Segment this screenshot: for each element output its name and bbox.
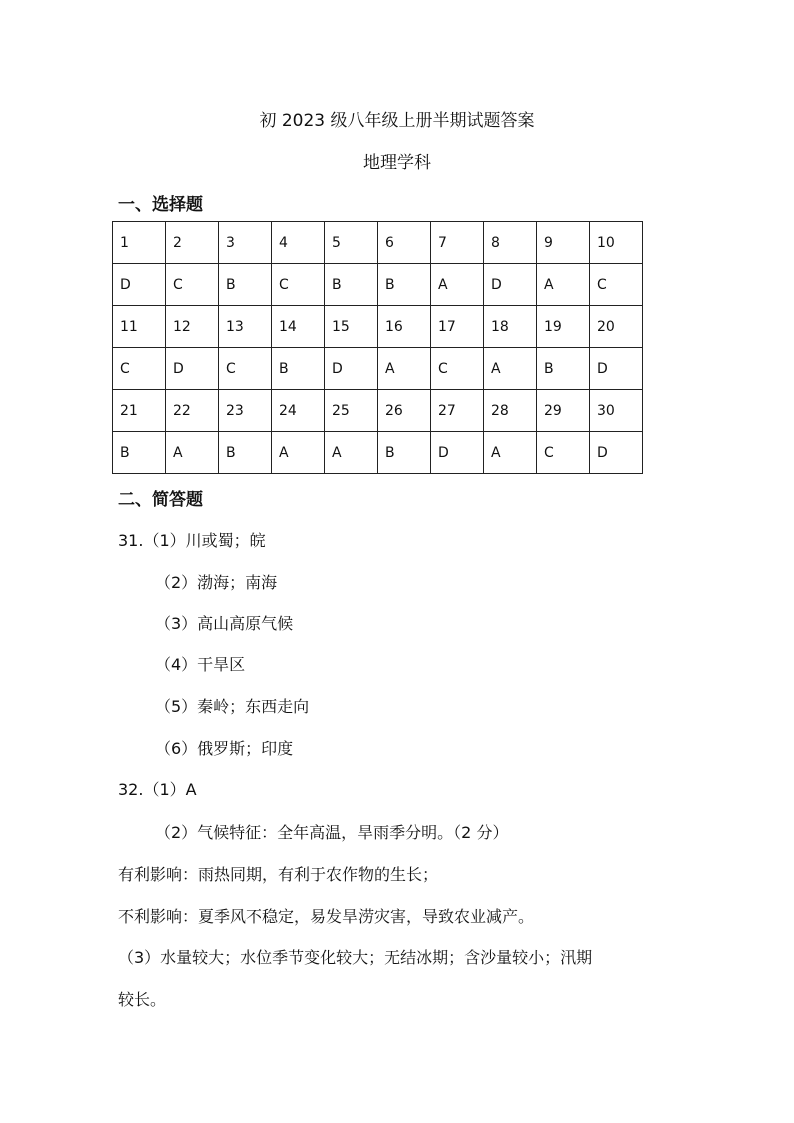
question-number-cell: 25 [325, 390, 378, 432]
question-number-cell: 14 [272, 306, 325, 348]
question-number-cell: 3 [219, 222, 272, 264]
section-heading-short-answer: 二、简答题 [118, 490, 203, 510]
answer-cell: A [378, 348, 431, 390]
question-number-cell: 23 [219, 390, 272, 432]
question-number-cell: 10 [590, 222, 643, 264]
q31-part5: （5）秦岭；东西走向 [155, 697, 310, 716]
q32-part3-continued: 较长。 [118, 990, 167, 1009]
answer-cell: D [431, 432, 484, 474]
question-number-cell: 17 [431, 306, 484, 348]
q32-part1: 32.（1）A [118, 780, 197, 799]
answer-cell: C [272, 264, 325, 306]
subject-title: 地理学科 [363, 153, 431, 173]
question-number-row [113, 222, 643, 264]
question-number-cell: 27 [431, 390, 484, 432]
answer-cell: B [378, 432, 431, 474]
answer-cell: A [272, 432, 325, 474]
answer-cell: C [113, 348, 166, 390]
answer-cell: C [431, 348, 484, 390]
answer-cell: A [431, 264, 484, 306]
question-number-cell: 2 [166, 222, 219, 264]
question-number-cell: 20 [590, 306, 643, 348]
q31-part1: 31.（1）川或蜀；皖 [118, 531, 266, 550]
q31-part6: （6）俄罗斯；印度 [155, 739, 294, 758]
question-number-cell: 24 [272, 390, 325, 432]
question-number-cell: 30 [590, 390, 643, 432]
question-number-cell: 7 [431, 222, 484, 264]
section-heading-multiple-choice: 一、选择题 [118, 195, 203, 215]
question-number-row [113, 306, 643, 348]
answer-cell: A [484, 348, 537, 390]
question-number-cell: 9 [537, 222, 590, 264]
answer-cell: D [166, 348, 219, 390]
question-number-row [113, 390, 643, 432]
question-number-cell: 5 [325, 222, 378, 264]
answer-cell: A [484, 432, 537, 474]
question-number-cell: 8 [484, 222, 537, 264]
answer-cell: A [325, 432, 378, 474]
question-number-cell: 12 [166, 306, 219, 348]
answer-cell: B [325, 264, 378, 306]
answer-cell: D [325, 348, 378, 390]
answer-cell: A [537, 264, 590, 306]
q32-part2: （2）气候特征：全年高温，旱雨季分明。（2 分） [155, 823, 509, 842]
q32-unfavorable-impact: 不利影响：夏季风不稳定，易发旱涝灾害，导致农业减产。 [118, 907, 535, 926]
q31-part3: （3）高山高原气候 [155, 614, 294, 633]
answer-cell: A [166, 432, 219, 474]
question-number-cell: 21 [113, 390, 166, 432]
answer-cell: D [590, 432, 643, 474]
answer-cell: B [272, 348, 325, 390]
answer-cell: B [219, 264, 272, 306]
question-number-cell: 4 [272, 222, 325, 264]
answer-cell: D [484, 264, 537, 306]
answer-table [112, 221, 643, 474]
question-number-cell: 29 [537, 390, 590, 432]
answer-cell: B [537, 348, 590, 390]
answer-cell: C [590, 264, 643, 306]
q31-part4: （4）干旱区 [155, 655, 246, 674]
answer-cell: D [590, 348, 643, 390]
answer-row [113, 432, 643, 474]
answer-cell: B [219, 432, 272, 474]
question-number-cell: 15 [325, 306, 378, 348]
question-number-cell: 1 [113, 222, 166, 264]
answer-cell: C [537, 432, 590, 474]
answer-cell: B [378, 264, 431, 306]
q32-part3: （3）水量较大；水位季节变化较大；无结冰期；含沙量较小；汛期 [118, 948, 593, 967]
answer-row [113, 264, 643, 306]
question-number-cell: 6 [378, 222, 431, 264]
question-number-cell: 19 [537, 306, 590, 348]
answer-row [113, 348, 643, 390]
question-number-cell: 16 [378, 306, 431, 348]
answer-cell: B [113, 432, 166, 474]
question-number-cell: 11 [113, 306, 166, 348]
question-number-cell: 18 [484, 306, 537, 348]
question-number-cell: 28 [484, 390, 537, 432]
answer-cell: D [113, 264, 166, 306]
answer-cell: C [219, 348, 272, 390]
q31-part2: （2）渤海；南海 [155, 573, 278, 592]
answer-cell: C [166, 264, 219, 306]
question-number-cell: 13 [219, 306, 272, 348]
question-number-cell: 26 [378, 390, 431, 432]
question-number-cell: 22 [166, 390, 219, 432]
q32-favorable-impact: 有利影响：雨热同期，有利于农作物的生长； [118, 865, 439, 884]
page-title: 初 2023 级八年级上册半期试题答案 [259, 111, 535, 131]
